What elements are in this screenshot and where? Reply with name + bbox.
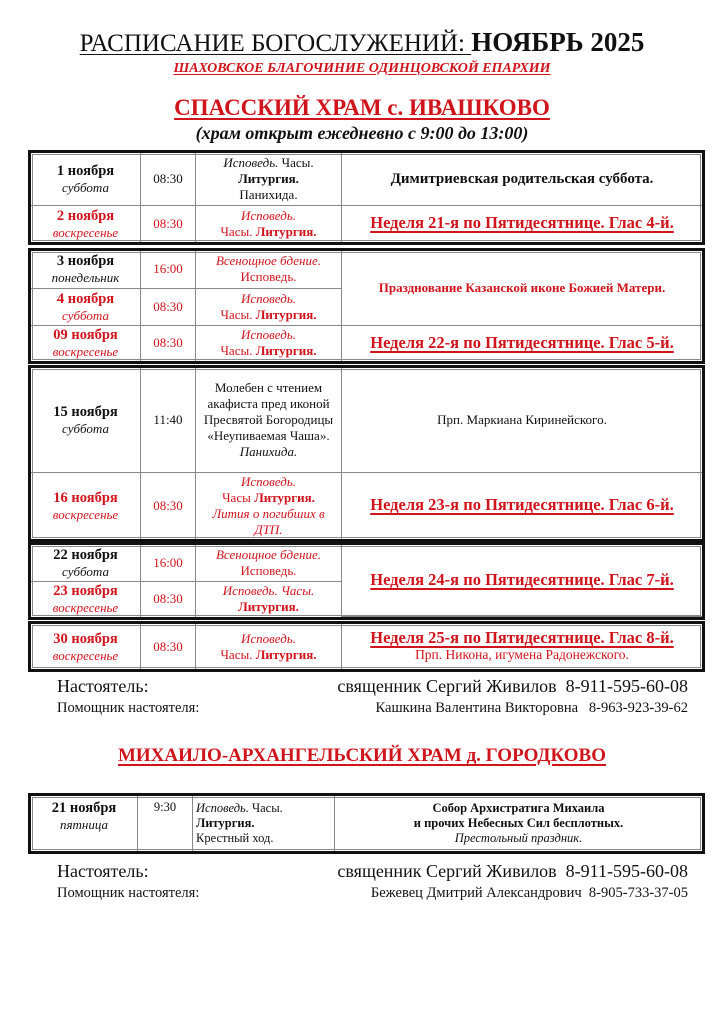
event-cell: [342, 545, 703, 617]
text: 22 ноября: [53, 546, 118, 563]
text: суббота: [62, 563, 109, 579]
text: воскресенье: [52, 647, 119, 663]
text: Панихида.: [239, 186, 298, 202]
text: 23 ноября: [53, 583, 118, 599]
text: Исповедь. Часы.: [222, 583, 315, 598]
text: воскресенье: [52, 506, 119, 522]
date-cell: [31, 545, 141, 581]
text: Исповедь.: [241, 290, 296, 306]
event-cell: Прп. Маркиана Киринейского.: [342, 368, 703, 472]
deanery-subtitle: [0, 60, 724, 78]
text: Панихида.: [239, 443, 298, 459]
date-cell: [31, 581, 141, 617]
text: воскресенье: [52, 600, 119, 615]
rector-label: Настоятель:: [57, 676, 149, 696]
schedule-group-5: [28, 621, 705, 672]
services-cell: [196, 251, 342, 288]
text: Исповедь.: [223, 154, 279, 170]
rector-label: Настоятель:: [57, 861, 149, 881]
text: 2 ноября: [56, 207, 115, 224]
text: 1 ноября: [56, 162, 115, 179]
church1-name: СПАССКИЙ ХРАМ с. ИВАШКОВО: [174, 95, 550, 120]
table-row: [31, 368, 702, 472]
event-cell: [342, 624, 703, 669]
text: Всенощное бдение.: [215, 546, 322, 562]
services-cell: [196, 472, 342, 539]
event-cell: [335, 796, 703, 851]
text: Неделя 21-я по Пятидесятнице. Глас 4-й.: [370, 213, 674, 233]
assistant-value: Бежевец Дмитрий Александрович 8-905-733-37-05: [370, 885, 688, 901]
rector-value: священник Сергий Живилов 8-911-595-60-08: [337, 861, 688, 881]
text: Исповедь.: [241, 473, 296, 489]
text: 3 ноября: [56, 253, 115, 270]
text: Исповедь.: [240, 562, 297, 578]
event-cell: Димитриевская родительская суббота.: [342, 153, 703, 205]
table-row: [31, 325, 702, 361]
text: Часы.: [248, 801, 283, 815]
text: Собор Архистратига Михаила: [432, 801, 605, 815]
title-month: НОЯБРЬ 2025: [471, 27, 645, 57]
text: Лития о погибших в ДТП.: [212, 505, 325, 537]
event-cell: [342, 472, 703, 539]
text: 09 ноября: [53, 327, 118, 344]
text: Прп. Никона, игумена Радонежского.: [415, 647, 629, 662]
text: Литургия.: [255, 343, 317, 359]
text: Всенощное бдение.: [215, 253, 322, 269]
text: Часы.: [278, 154, 314, 170]
text: 16 ноября: [53, 489, 118, 506]
text: Литургия.: [255, 306, 317, 322]
text: понедельник: [51, 270, 120, 286]
schedule-group-2: [28, 248, 705, 364]
services-cell: [196, 153, 342, 205]
text: Часы: [222, 489, 255, 505]
event-cell: [342, 325, 703, 361]
text: Престольный праздник.: [454, 831, 583, 845]
text: суббота: [62, 179, 109, 195]
rector-value: священник Сергий Живилов 8-911-595-60-08: [337, 676, 688, 696]
text: Литургия.: [196, 816, 255, 830]
date-cell: [31, 153, 141, 205]
text: Часы.: [220, 306, 256, 322]
text: Неделя 22-я по Пятидесятнице. Глас 5-й.: [370, 332, 674, 352]
event-cell: [342, 205, 703, 242]
church1-title: [0, 94, 724, 122]
deanery-text: ШАХОВСКОЕ БЛАГОЧИНИЕ ОДИНЦОВСКОЙ ЕПАРХИИ: [173, 61, 551, 76]
date-cell: [31, 796, 138, 851]
time-cell: 08:30: [141, 153, 196, 205]
text: Исповедь.: [196, 801, 249, 815]
event-cell: Празднование Казанской иконе Божией Матери.: [342, 251, 703, 325]
date-cell: [31, 472, 141, 539]
text: суббота: [62, 307, 109, 323]
text: Неделя 24-я по Пятидесятнице. Глас 7-й.: [370, 570, 674, 589]
table-row: [31, 796, 702, 851]
text: 30 ноября: [53, 630, 118, 647]
time-cell: 08:30: [141, 288, 196, 325]
text: 15 ноября: [53, 403, 118, 420]
text: 21 ноября: [51, 800, 117, 816]
services-cell: [196, 545, 342, 581]
table-row: [31, 545, 702, 581]
text: Молебен с чтением акафиста пред иконой Пресвятой Богородицы «Неупиваемая Чаша».: [203, 379, 334, 443]
text: Исповедь.: [241, 327, 296, 343]
services-cell: [196, 368, 342, 472]
time-cell: 11:40: [141, 368, 196, 472]
text: воскресенье: [52, 344, 119, 360]
time-cell: 9:30: [138, 796, 193, 851]
text: Исповедь.: [240, 269, 297, 285]
time-cell: 08:30: [141, 472, 196, 539]
date-cell: [31, 288, 141, 325]
text: Литургия.: [238, 170, 299, 186]
text: воскресенье: [52, 224, 119, 240]
time-cell: 08:30: [141, 581, 196, 617]
time-cell: 08:30: [141, 325, 196, 361]
page-title: [0, 26, 724, 60]
title-prefix: РАСПИСАНИЕ БОГОСЛУЖЕНИЙ:: [79, 30, 472, 57]
date-cell: [31, 325, 141, 361]
text: 4 ноября: [56, 290, 115, 307]
assistant-label: Помощник настоятеля:: [57, 700, 200, 716]
text: Крестный ход.: [196, 831, 274, 845]
text: Литургия.: [255, 646, 317, 662]
text: Литургия.: [255, 223, 317, 239]
text: Часы.: [220, 223, 256, 239]
date-cell: [31, 251, 141, 288]
schedule-group-3: [28, 365, 705, 542]
schedule-group-4: [28, 542, 705, 620]
church1-hours: (храм открыт ежедневно с 9:00 до 13:00): [195, 123, 529, 143]
text: Часы.: [220, 343, 256, 359]
schedule-group-church2: [28, 793, 705, 854]
services-cell: [196, 205, 342, 242]
table-row: [31, 153, 702, 205]
text: Часы.: [220, 646, 256, 662]
date-cell: [31, 205, 141, 242]
services-cell: [196, 624, 342, 669]
table-row: [31, 624, 702, 669]
text: Литургия.: [238, 599, 299, 614]
text: Неделя 25-я по Пятидесятнице. Глас 8-й.: [370, 628, 674, 647]
schedule-group-1: [28, 150, 705, 245]
text: и прочих Небесных Сил бесплотных.: [413, 816, 624, 830]
date-cell: [31, 624, 141, 669]
text: пятница: [59, 817, 109, 832]
assistant-value: Кашкина Валентина Викторовна 8-963-923-39-62: [375, 700, 688, 716]
date-cell: [31, 368, 141, 472]
table-row: [31, 472, 702, 539]
assistant-label: Помощник настоятеля:: [57, 885, 200, 901]
table-row: [31, 205, 702, 242]
text: суббота: [62, 420, 109, 436]
services-cell: [196, 288, 342, 325]
church2-name: МИХАИЛО-АРХАНГЕЛЬСКИЙ ХРАМ д. ГОРОДКОВО: [117, 745, 607, 766]
text: Исповедь.: [241, 207, 296, 223]
table-row: [31, 251, 702, 288]
time-cell: 16:00: [141, 251, 196, 288]
church2-title: [0, 744, 724, 768]
time-cell: 08:30: [141, 624, 196, 669]
time-cell: 08:30: [141, 205, 196, 242]
text: Неделя 23-я по Пятидесятнице. Глас 6-й.: [370, 495, 674, 515]
services-cell: [196, 581, 342, 617]
time-cell: 16:00: [141, 545, 196, 581]
services-cell: [193, 796, 335, 851]
text: Литургия.: [254, 489, 315, 505]
text: Исповедь.: [241, 630, 296, 646]
services-cell: [196, 325, 342, 361]
